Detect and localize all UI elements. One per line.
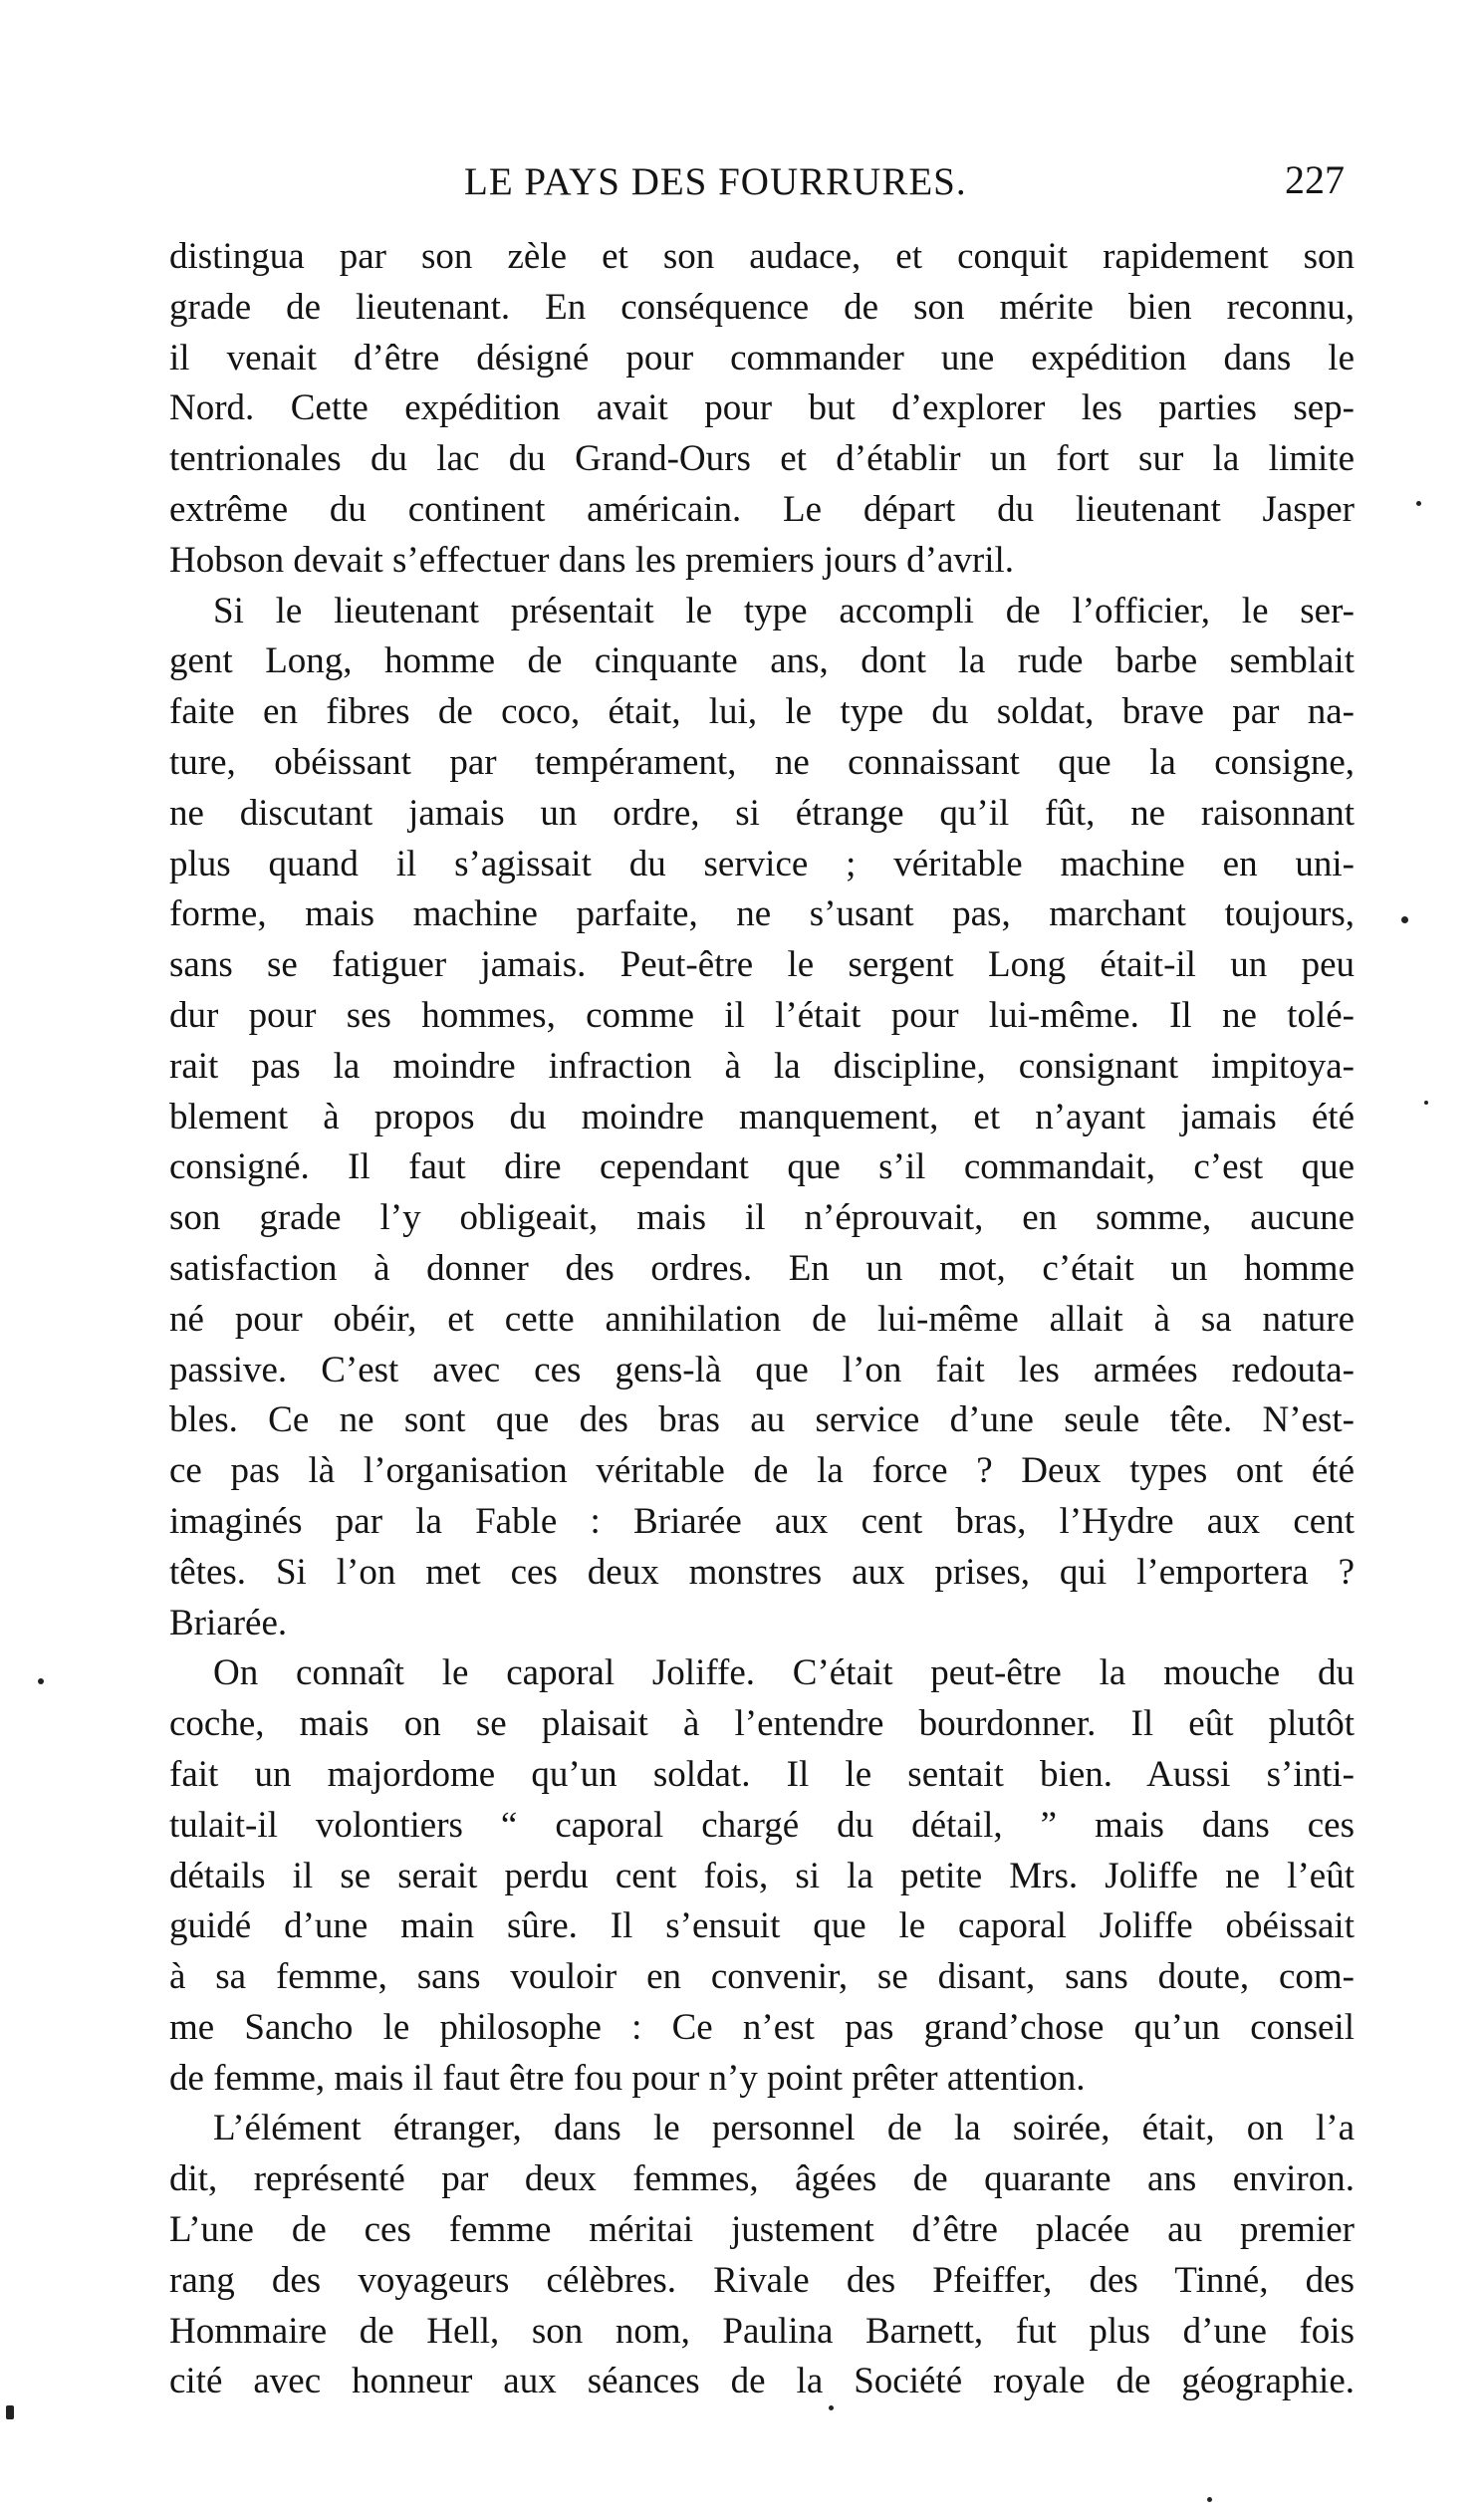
text-line: me Sancho le philosophe : Ce n’est pas grand’chose qu’un conseil [169,2006,1355,2048]
scan-speck [1401,916,1408,923]
text-line: né pour obéir, et cette annihilation de lui-même allait à sa nature [169,1298,1355,1340]
text-line: On connaît le caporal Joliffe. C’était peut-être la mouche du [213,1652,1355,1694]
text-line: tulait-il volontiers “ caporal chargé du détail, ” mais dans ces [169,1804,1355,1846]
text-line: son grade l’y obligeait, mais il n’éprouvait, en somme, aucune [169,1197,1355,1239]
body-text [169,232,1355,2407]
scan-speck [829,2405,834,2410]
text-line: à sa femme, sans vouloir en convenir, se disant, sans doute, com- [169,1956,1355,1998]
text-line: il venait d’être désigné pour commander une expédition dans le [169,337,1355,378]
text-line: dit, représenté par deux femmes, âgées de quarante ans environ. [169,2158,1355,2200]
text-line: tentrionales du lac du Grand-Ours et d’établir un fort sur la limite [169,438,1355,480]
text-line: rang des voyageurs célèbres. Rivale des Pfeiffer, des Tinné, des [169,2259,1355,2301]
text-line: imaginés par la Fable : Briarée aux cent bras, l’Hydre aux cent [169,1500,1355,1542]
page-number: 227 [1285,157,1345,202]
text-line: gent Long, homme de cinquante ans, dont la rude barbe semblait [169,640,1355,682]
text-line: faite en fibres de coco, était, lui, le type du soldat, brave par na- [169,691,1355,733]
text-line: Hommaire de Hell, son nom, Paulina Barnett, fut plus d’une fois [169,2310,1355,2352]
scan-speck [1207,2497,1212,2502]
text-line: satisfaction à donner des ordres. En un mot, c’était un homme [169,1247,1355,1289]
text-line: distingua par son zèle et son audace, et conquit rapidement son [169,236,1355,277]
text-line: grade de lieutenant. En conséquence de son mérite bien reconnu, [169,286,1355,328]
text-line: dur pour ses hommes, comme il l’était pour lui-même. Il ne tolé- [169,994,1355,1036]
text-line: ture, obéissant par tempérament, ne connaissant que la consigne, [169,741,1355,783]
text-line: têtes. Si l’on met ces deux monstres aux prises, qui l’emportera ? [169,1551,1355,1593]
text-line: cité avec honneur aux séances de la Société royale de géographie. [169,2361,1355,2402]
text-line: L’une de ces femme méritai justement d’être placée au premier [169,2209,1355,2251]
text-line: Hobson devait s’effectuer dans les premiers jours d’avril. [169,539,1015,581]
scan-speck [1416,501,1421,506]
text-line: rait pas la moindre infraction à la discipline, consignant impitoya- [169,1045,1355,1087]
text-line: bles. Ce ne sont que des bras au service d’une seule tête. N’est- [169,1399,1355,1441]
text-line: Briarée. [169,1602,288,1643]
text-line: Nord. Cette expédition avait pour but d’explorer les parties sep- [169,387,1355,429]
scan-speck [38,1678,44,1684]
text-line: blement à propos du moindre manquement, et n’ayant jamais été [169,1096,1355,1137]
text-line: extrême du continent américain. Le départ du lieutenant Jasper [169,488,1355,530]
running-title: LE PAYS DES FOURRURES. [464,160,967,203]
text-line: L’élément étranger, dans le personnel de la soirée, était, on l’a [213,2108,1355,2149]
text-line: détails il se serait perdu cent fois, si la petite Mrs. Joliffe ne l’eût [169,1855,1355,1896]
text-line: guidé d’une main sûre. Il s’ensuit que le caporal Joliffe obéissait [169,1905,1355,1947]
text-line: Si le lieutenant présentait le type accompli de l’officier, le ser- [213,590,1355,631]
text-line: forme, mais machine parfaite, ne s’usant pas, marchant toujours, [169,893,1355,935]
text-line: passive. C’est avec ces gens-là que l’on fait les armées redouta- [169,1349,1355,1390]
text-line: consigné. Il faut dire cependant que s’il commandait, c’est que [169,1146,1355,1188]
text-line: plus quand il s’agissait du service ; véritable machine en uni- [169,843,1355,884]
text-line: ne discutant jamais un ordre, si étrange qu’il fût, ne raisonnant [169,792,1355,834]
scan-speck [6,2405,14,2419]
text-line: sans se fatiguer jamais. Peut-être le sergent Long était-il un peu [169,944,1355,986]
text-line: de femme, mais il faut être fou pour n’y point prêter attention. [169,2057,1086,2099]
text-line: fait un majordome qu’un soldat. Il le sentait bien. Aussi s’inti- [169,1753,1355,1795]
text-line: ce pas là l’organisation véritable de la force ? Deux types ont été [169,1450,1355,1492]
text-line: coche, mais on se plaisait à l’entendre bourdonner. Il eût plutôt [169,1703,1355,1745]
scan-speck [1424,1101,1428,1105]
